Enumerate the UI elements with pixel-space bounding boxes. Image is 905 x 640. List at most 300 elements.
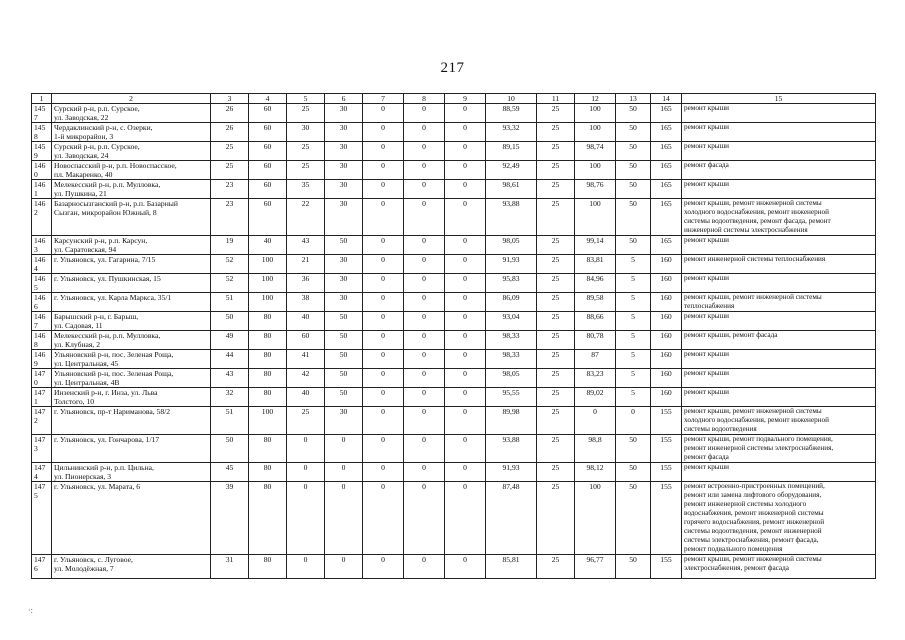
row-number: 1461 (32, 180, 52, 199)
value-cell-c8: 0 (404, 255, 445, 274)
value-cell-c6: 50 (325, 350, 363, 369)
value-cell-c9: 0 (445, 255, 486, 274)
value-cell-c11: 25 (537, 312, 575, 331)
address-cell (52, 331, 211, 350)
column-header: 6 (325, 94, 363, 104)
value-cell-c13: 50 (616, 482, 651, 555)
value-cell-c7: 0 (363, 293, 404, 312)
value-cell-c5: 0 (287, 463, 325, 482)
value-cell-c14: 160 (651, 369, 682, 388)
table-row (32, 407, 876, 435)
value-cell-c3: 49 (211, 331, 249, 350)
table-row (32, 463, 876, 482)
value-cell-c10: 93,88 (486, 199, 537, 236)
value-cell-c10: 93,04 (486, 312, 537, 331)
value-cell-c6: 50 (325, 312, 363, 331)
value-cell-c6: 30 (325, 180, 363, 199)
value-cell-c3: 50 (211, 312, 249, 331)
row-number: 1463 (32, 236, 52, 255)
address-line: ул. Клубная, 2 (54, 340, 100, 349)
value-cell-c4: 100 (249, 274, 287, 293)
value-cell-c5: 42 (287, 369, 325, 388)
address-cell (52, 236, 211, 255)
value-cell-c3: 26 (211, 123, 249, 142)
value-cell-c13: 5 (616, 293, 651, 312)
value-cell-c9: 0 (445, 293, 486, 312)
value-cell-c8: 0 (404, 199, 445, 236)
work-type-cell (682, 350, 876, 369)
table-row (32, 312, 876, 331)
value-cell-c7: 0 (363, 435, 404, 463)
value-cell-c8: 0 (404, 161, 445, 180)
table-row (32, 123, 876, 142)
value-cell-c4: 100 (249, 293, 287, 312)
value-cell-c5: 25 (287, 104, 325, 123)
value-cell-c4: 80 (249, 463, 287, 482)
address-cell (52, 350, 211, 369)
address-cell (52, 142, 211, 161)
value-cell-c7: 0 (363, 104, 404, 123)
value-cell-c10: 89,15 (486, 142, 537, 161)
value-cell-c5: 25 (287, 161, 325, 180)
work-line: системы водоотведения, ремонт инженерной (684, 527, 822, 535)
address-line: ул. Молодёжная, 7 (54, 564, 114, 573)
value-cell-c3: 52 (211, 274, 249, 293)
row-number: 1462 (32, 199, 52, 236)
table-row (32, 255, 876, 274)
table-row (32, 369, 876, 388)
work-type-cell (682, 331, 876, 350)
value-cell-c12: 98,12 (575, 463, 616, 482)
value-cell-c7: 0 (363, 255, 404, 274)
table-row (32, 199, 876, 236)
value-cell-c14: 160 (651, 388, 682, 407)
value-cell-c6: 30 (325, 199, 363, 236)
address-line: Инзенский р-н, г. Инза, ул. Льва (54, 388, 158, 397)
value-cell-c9: 0 (445, 555, 486, 579)
value-cell-c14: 160 (651, 331, 682, 350)
address-line: ул. Заводская, 24 (54, 151, 109, 160)
work-line: ремонт крыши (684, 123, 730, 131)
value-cell-c4: 60 (249, 180, 287, 199)
value-cell-c8: 0 (404, 555, 445, 579)
row-number: 1472 (32, 407, 52, 435)
table-body (32, 104, 876, 579)
work-type-cell (682, 274, 876, 293)
work-line: ремонт крыши (684, 142, 730, 150)
value-cell-c5: 36 (287, 274, 325, 293)
column-header: 8 (404, 94, 445, 104)
value-cell-c7: 0 (363, 161, 404, 180)
work-line: ремонт крыши, ремонт фасада (684, 331, 778, 339)
value-cell-c7: 0 (363, 463, 404, 482)
value-cell-c5: 25 (287, 142, 325, 161)
value-cell-c14: 165 (651, 123, 682, 142)
address-cell (52, 435, 211, 463)
value-cell-c14: 155 (651, 435, 682, 463)
value-cell-c7: 0 (363, 180, 404, 199)
value-cell-c13: 50 (616, 199, 651, 236)
value-cell-c7: 0 (363, 388, 404, 407)
address-line: Базарносызганский р-н, р.п. Базарный (54, 199, 178, 208)
value-cell-c13: 0 (616, 407, 651, 435)
value-cell-c10: 92,49 (486, 161, 537, 180)
address-line: г. Ульяновск, ул. Пушкинская, 15 (54, 274, 161, 283)
value-cell-c14: 165 (651, 142, 682, 161)
value-cell-c6: 30 (325, 142, 363, 161)
value-cell-c6: 50 (325, 388, 363, 407)
work-line: ремонт крыши, ремонт подвального помещения, (684, 435, 833, 443)
value-cell-c9: 0 (445, 331, 486, 350)
table-row (32, 236, 876, 255)
value-cell-c6: 30 (325, 274, 363, 293)
value-cell-c9: 0 (445, 161, 486, 180)
address-cell (52, 199, 211, 236)
column-header: 3 (211, 94, 249, 104)
value-cell-c7: 0 (363, 236, 404, 255)
value-cell-c6: 0 (325, 435, 363, 463)
value-cell-c14: 155 (651, 463, 682, 482)
value-cell-c12: 100 (575, 199, 616, 236)
table-row (32, 104, 876, 123)
value-cell-c3: 52 (211, 255, 249, 274)
value-cell-c12: 83,23 (575, 369, 616, 388)
value-cell-c14: 155 (651, 407, 682, 435)
value-cell-c9: 0 (445, 463, 486, 482)
address-line: ул. Саратовская, 94 (54, 245, 117, 254)
value-cell-c6: 30 (325, 123, 363, 142)
value-cell-c6: 50 (325, 369, 363, 388)
value-cell-c9: 0 (445, 180, 486, 199)
work-line: ремонт крыши (684, 312, 730, 320)
work-line: ремонт крыши (684, 388, 730, 396)
value-cell-c11: 25 (537, 331, 575, 350)
value-cell-c11: 25 (537, 199, 575, 236)
work-line: ремонт инженерной системы электроснабжения, (684, 444, 834, 452)
value-cell-c6: 50 (325, 236, 363, 255)
value-cell-c13: 5 (616, 331, 651, 350)
value-cell-c5: 35 (287, 180, 325, 199)
address-cell (52, 180, 211, 199)
column-header: 4 (249, 94, 287, 104)
value-cell-c11: 25 (537, 407, 575, 435)
address-line: ул. Садовая, 11 (54, 321, 103, 330)
value-cell-c13: 5 (616, 255, 651, 274)
work-line: горячего водоснабжения, ремонт инженерной (684, 518, 825, 526)
table-row (32, 555, 876, 579)
work-line: ремонт инженерной системы холодного (684, 500, 807, 508)
value-cell-c13: 5 (616, 312, 651, 331)
work-line: ремонт крыши, ремонт инженерной системы (684, 199, 822, 207)
work-type-cell (682, 199, 876, 236)
address-line: Мелекесский р-н, р.п. Мулловка, (54, 331, 161, 340)
value-cell-c3: 23 (211, 180, 249, 199)
value-cell-c5: 0 (287, 435, 325, 463)
data-table (31, 93, 876, 579)
value-cell-c7: 0 (363, 274, 404, 293)
value-cell-c11: 25 (537, 142, 575, 161)
address-line: г. Ульяновск, ул. Карла Маркса, 35/1 (54, 293, 172, 302)
work-line: ремонт крыши (684, 463, 730, 471)
address-line: Сурский р-н, р.п. Сурское, (54, 142, 140, 151)
column-header: 14 (651, 94, 682, 104)
work-type-cell (682, 312, 876, 331)
value-cell-c12: 100 (575, 104, 616, 123)
value-cell-c8: 0 (404, 274, 445, 293)
row-number: 1467 (32, 312, 52, 331)
work-type-cell (682, 161, 876, 180)
value-cell-c8: 0 (404, 369, 445, 388)
value-cell-c14: 155 (651, 555, 682, 579)
value-cell-c13: 50 (616, 236, 651, 255)
work-line: холодного водоснабжения, ремонт инженерной (684, 416, 829, 424)
value-cell-c8: 0 (404, 407, 445, 435)
row-number: 1476 (32, 555, 52, 579)
table-row (32, 180, 876, 199)
table-row (32, 435, 876, 463)
value-cell-c13: 50 (616, 555, 651, 579)
row-number: 1460 (32, 161, 52, 180)
value-cell-c10: 98,05 (486, 236, 537, 255)
work-line: водоснабжения, ремонт инженерной системы (684, 509, 824, 517)
work-line: системы электроснабжения, ремонт фасада, (684, 536, 819, 544)
work-line: теплоснабжения (684, 302, 735, 310)
value-cell-c13: 5 (616, 274, 651, 293)
work-type-cell (682, 369, 876, 388)
value-cell-c9: 0 (445, 350, 486, 369)
value-cell-c8: 0 (404, 312, 445, 331)
work-line: ремонт подвального помещения (684, 545, 783, 553)
value-cell-c4: 80 (249, 435, 287, 463)
value-cell-c10: 93,32 (486, 123, 537, 142)
value-cell-c5: 22 (287, 199, 325, 236)
value-cell-c4: 100 (249, 407, 287, 435)
value-cell-c3: 31 (211, 555, 249, 579)
value-cell-c11: 25 (537, 104, 575, 123)
address-line: Ульяновский р-н, пос. Зеленая Роща, (54, 369, 174, 378)
value-cell-c5: 40 (287, 312, 325, 331)
row-number: 1471 (32, 388, 52, 407)
row-number: 1457 (32, 104, 52, 123)
table-row (32, 274, 876, 293)
work-type-cell (682, 142, 876, 161)
value-cell-c12: 98,74 (575, 142, 616, 161)
value-cell-c11: 25 (537, 236, 575, 255)
value-cell-c12: 89,58 (575, 293, 616, 312)
work-line: ремонт встроенно-пристроенных помещений, (684, 482, 825, 490)
address-line: Барышский р-н, г. Барыш, (54, 312, 139, 321)
value-cell-c11: 25 (537, 435, 575, 463)
table-row (32, 388, 876, 407)
value-cell-c12: 88,66 (575, 312, 616, 331)
value-cell-c9: 0 (445, 104, 486, 123)
value-cell-c4: 60 (249, 123, 287, 142)
address-line: Толстого, 10 (54, 397, 95, 406)
value-cell-c13: 5 (616, 369, 651, 388)
address-line: Чердаклинский р-н, с. Озерки, (54, 123, 153, 132)
value-cell-c10: 98,05 (486, 369, 537, 388)
value-cell-c5: 43 (287, 236, 325, 255)
address-line: г. Ульяновск, ул. Гончарова, 1/17 (54, 435, 160, 444)
value-cell-c12: 100 (575, 161, 616, 180)
address-cell (52, 123, 211, 142)
value-cell-c12: 89,02 (575, 388, 616, 407)
address-line: г. Ульяновск, ул. Марата, 6 (54, 482, 141, 491)
value-cell-c3: 26 (211, 104, 249, 123)
work-line: холодного водоснабжения, ремонт инженерной (684, 208, 829, 216)
value-cell-c9: 0 (445, 435, 486, 463)
work-type-cell (682, 104, 876, 123)
value-cell-c8: 0 (404, 104, 445, 123)
value-cell-c7: 0 (363, 350, 404, 369)
value-cell-c14: 160 (651, 312, 682, 331)
address-line: 1-й микрорайон, 3 (54, 132, 114, 141)
work-line: системы водоотведения (684, 425, 757, 433)
work-type-cell (682, 407, 876, 435)
value-cell-c11: 25 (537, 463, 575, 482)
value-cell-c7: 0 (363, 199, 404, 236)
value-cell-c4: 80 (249, 482, 287, 555)
value-cell-c13: 50 (616, 104, 651, 123)
value-cell-c5: 21 (287, 255, 325, 274)
value-cell-c9: 0 (445, 312, 486, 331)
table-row (32, 293, 876, 312)
value-cell-c3: 43 (211, 369, 249, 388)
work-type-cell (682, 180, 876, 199)
value-cell-c4: 80 (249, 331, 287, 350)
work-line: ремонт крыши (684, 350, 730, 358)
row-number: 1474 (32, 463, 52, 482)
work-line: инженерной системы электроснабжения (684, 226, 808, 234)
address-cell (52, 293, 211, 312)
value-cell-c6: 30 (325, 255, 363, 274)
value-cell-c8: 0 (404, 293, 445, 312)
value-cell-c11: 25 (537, 293, 575, 312)
value-cell-c10: 91,93 (486, 463, 537, 482)
column-header: 11 (537, 94, 575, 104)
column-header: 5 (287, 94, 325, 104)
value-cell-c7: 0 (363, 555, 404, 579)
value-cell-c6: 0 (325, 482, 363, 555)
address-cell (52, 369, 211, 388)
address-cell (52, 312, 211, 331)
value-cell-c12: 83,81 (575, 255, 616, 274)
value-cell-c7: 0 (363, 369, 404, 388)
value-cell-c3: 50 (211, 435, 249, 463)
value-cell-c3: 23 (211, 199, 249, 236)
value-cell-c11: 25 (537, 123, 575, 142)
value-cell-c11: 25 (537, 350, 575, 369)
value-cell-c14: 160 (651, 255, 682, 274)
value-cell-c7: 0 (363, 407, 404, 435)
value-cell-c3: 25 (211, 161, 249, 180)
value-cell-c3: 51 (211, 407, 249, 435)
value-cell-c4: 100 (249, 255, 287, 274)
value-cell-c5: 40 (287, 388, 325, 407)
value-cell-c3: 32 (211, 388, 249, 407)
value-cell-c6: 30 (325, 293, 363, 312)
row-number: 1466 (32, 293, 52, 312)
value-cell-c7: 0 (363, 142, 404, 161)
address-cell (52, 407, 211, 435)
value-cell-c11: 25 (537, 255, 575, 274)
address-cell (52, 463, 211, 482)
value-cell-c9: 0 (445, 236, 486, 255)
value-cell-c13: 5 (616, 350, 651, 369)
header-row (32, 94, 876, 104)
value-cell-c14: 165 (651, 180, 682, 199)
column-header: 1 (32, 94, 52, 104)
work-line: ремонт крыши, ремонт инженерной системы (684, 555, 822, 563)
value-cell-c10: 86,09 (486, 293, 537, 312)
row-number: 1465 (32, 274, 52, 293)
table-row (32, 331, 876, 350)
work-type-cell (682, 463, 876, 482)
value-cell-c6: 30 (325, 407, 363, 435)
address-line: Новоспасский р-н, р.п. Новоспасское, (54, 161, 177, 170)
value-cell-c11: 25 (537, 388, 575, 407)
row-number: 1475 (32, 482, 52, 555)
value-cell-c10: 91,93 (486, 255, 537, 274)
value-cell-c12: 80,78 (575, 331, 616, 350)
address-line: Сурский р-н, р.п. Сурское, (54, 104, 140, 113)
value-cell-c9: 0 (445, 407, 486, 435)
value-cell-c5: 30 (287, 123, 325, 142)
value-cell-c13: 50 (616, 142, 651, 161)
value-cell-c14: 160 (651, 274, 682, 293)
table-row (32, 350, 876, 369)
value-cell-c10: 93,88 (486, 435, 537, 463)
address-cell (52, 388, 211, 407)
value-cell-c12: 100 (575, 123, 616, 142)
value-cell-c7: 0 (363, 482, 404, 555)
address-line: Цильнинский р-н, р.п. Цильна, (54, 463, 154, 472)
value-cell-c11: 25 (537, 274, 575, 293)
value-cell-c4: 80 (249, 312, 287, 331)
value-cell-c8: 0 (404, 331, 445, 350)
row-number: 1458 (32, 123, 52, 142)
value-cell-c12: 96,77 (575, 555, 616, 579)
value-cell-c6: 50 (325, 331, 363, 350)
value-cell-c8: 0 (404, 180, 445, 199)
value-cell-c9: 0 (445, 388, 486, 407)
value-cell-c10: 98,33 (486, 350, 537, 369)
value-cell-c8: 0 (404, 236, 445, 255)
address-cell (52, 104, 211, 123)
work-type-cell (682, 293, 876, 312)
work-line: ремонт крыши, ремонт инженерной системы (684, 407, 822, 415)
value-cell-c7: 0 (363, 123, 404, 142)
value-cell-c11: 25 (537, 369, 575, 388)
value-cell-c8: 0 (404, 350, 445, 369)
value-cell-c4: 80 (249, 555, 287, 579)
value-cell-c10: 95,83 (486, 274, 537, 293)
column-header: 13 (616, 94, 651, 104)
value-cell-c11: 25 (537, 161, 575, 180)
value-cell-c14: 165 (651, 161, 682, 180)
work-type-cell (682, 435, 876, 463)
value-cell-c4: 80 (249, 350, 287, 369)
scan-mark: ·: (28, 606, 33, 615)
value-cell-c14: 165 (651, 199, 682, 236)
value-cell-c9: 0 (445, 199, 486, 236)
work-line: ремонт или замена лифтового оборудования, (684, 491, 822, 499)
address-line: пл. Макаренко, 40 (54, 170, 113, 179)
work-line: системы водоотведения, ремонт фасада, ремонт (684, 217, 831, 225)
work-type-cell (682, 388, 876, 407)
value-cell-c6: 30 (325, 104, 363, 123)
value-cell-c11: 25 (537, 180, 575, 199)
